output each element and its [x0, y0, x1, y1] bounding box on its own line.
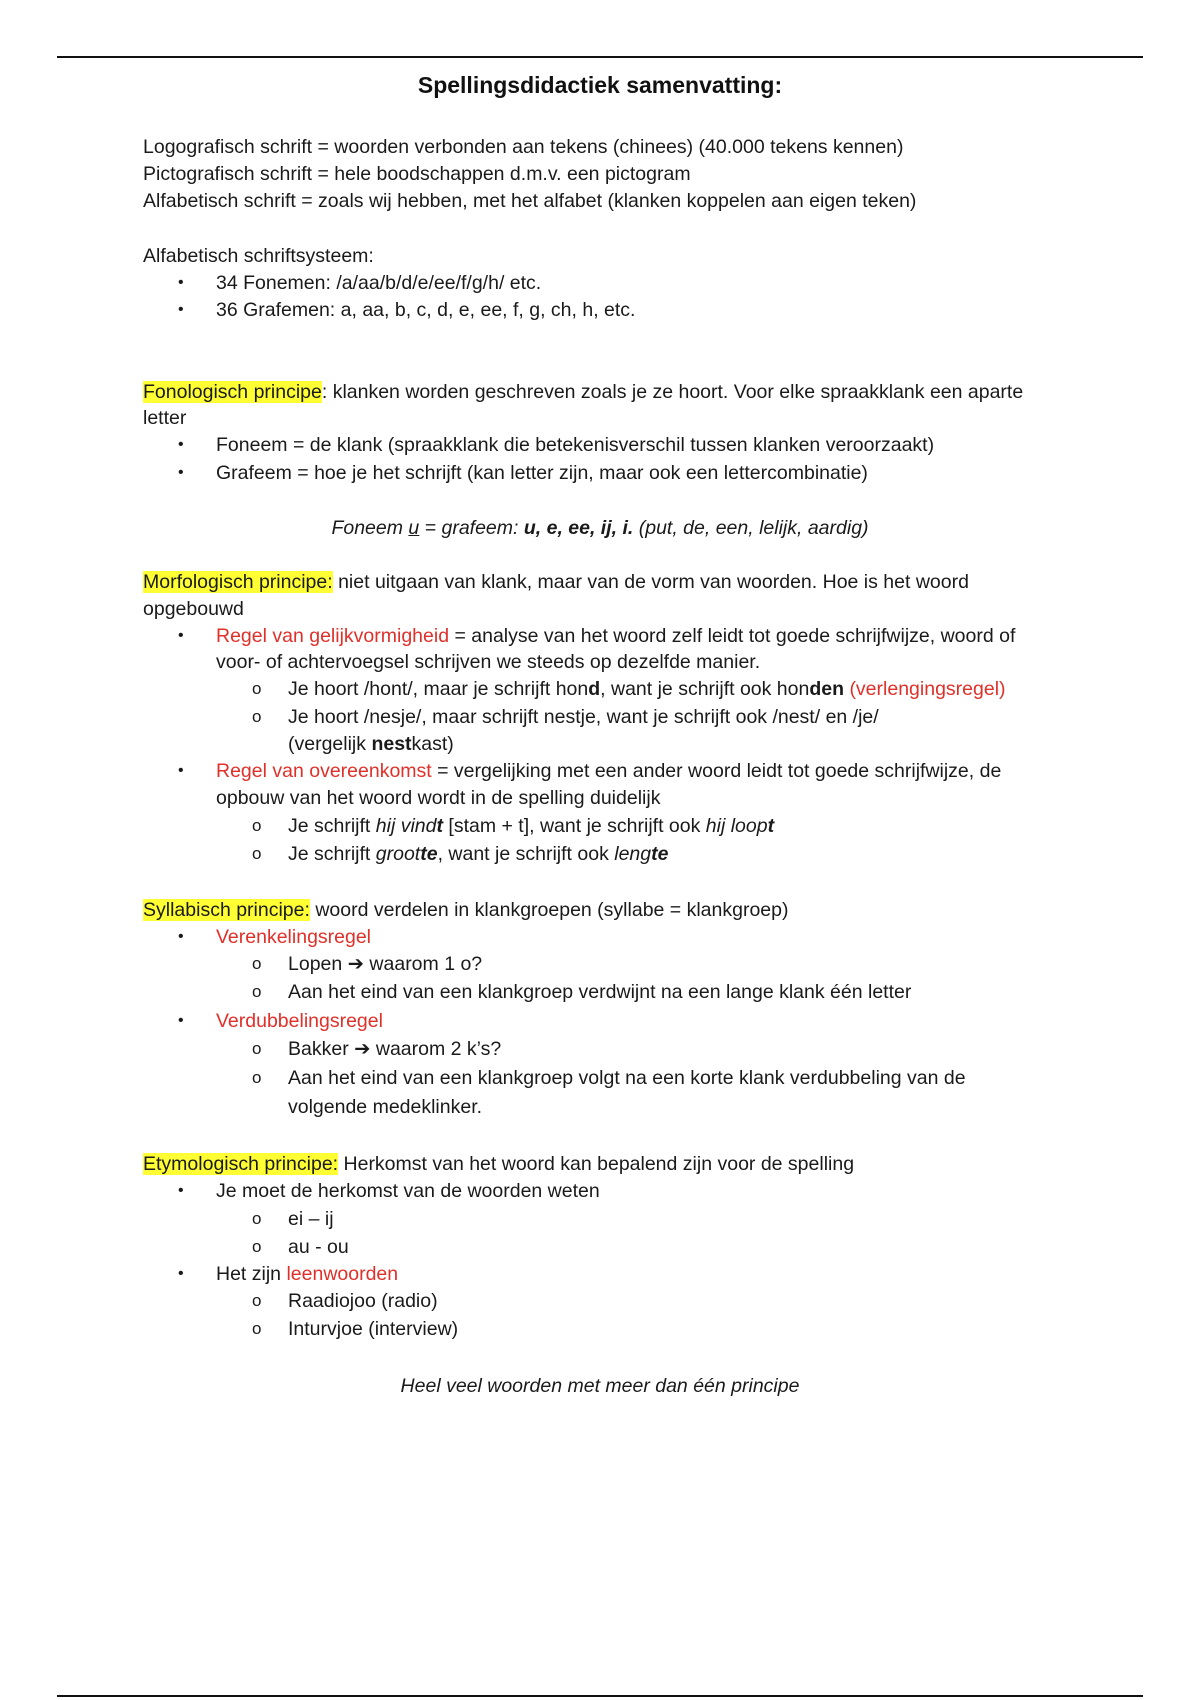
page-title: Spellingsdidactiek samenvatting:: [417, 72, 783, 98]
bullet-circle: o: [252, 707, 262, 726]
etymologisch-item: Je moet de herkomst van de woorden weten: [216, 1180, 600, 1202]
bullet-dot: •: [178, 928, 184, 945]
verdubbelingsregel: Verdubbelingsregel: [216, 1010, 383, 1032]
bullet-dot: •: [178, 762, 184, 779]
regel-gelijkvormigheid-line2: voor- of achtervoegsel schrijven we steeds op dezelfde manier.: [216, 651, 761, 673]
syllabisch-line: Syllabisch principe: woord verdelen in klankgroepen (syllabe = klankgroep): [143, 899, 789, 921]
bullet-circle: o: [252, 1319, 262, 1338]
arrow-right-icon: ➔: [347, 953, 364, 975]
morfologisch-label: Morfologisch principe:: [143, 571, 333, 593]
bullet-circle: o: [252, 1068, 262, 1087]
fonologisch-label: Fonologisch principe: [143, 381, 322, 403]
bullet-dot: •: [178, 627, 184, 644]
bullet-dot: •: [178, 464, 184, 481]
bullet-dot: •: [178, 1265, 184, 1282]
example-bakker-rule: Aan het eind van een klankgroep volgt na een korte klank verdubbeling van de: [288, 1067, 966, 1089]
foneem-example: Foneem u = grafeem: u, e, ee, ij, i. (put, de, een, lelijk, aardig): [331, 517, 869, 539]
bullet-circle: o: [252, 1237, 262, 1256]
fonologisch-line1: Fonologisch principe: klanken worden geschreven zoals je ze hoort. Voor elke spraakklank een aparte: [143, 381, 1024, 403]
example-grootte: Je schrijft grootte, want je schrijft ook lengte: [288, 843, 669, 865]
bullet-dot: •: [178, 1182, 184, 1199]
closing-note: Heel veel woorden met meer dan één principe: [400, 1375, 800, 1397]
example-hont: Je hoort /hont/, maar je schrijft hond, want je schrijft ook honden (verlengingsregel): [288, 678, 1006, 700]
verenkelingsregel: Verenkelingsregel: [216, 926, 372, 948]
bottom-rule: [57, 1695, 1143, 1697]
bullet-circle: o: [252, 844, 262, 863]
example-vindt: Je schrijft hij vindt [stam + t], want je schrijft ook hij loopt: [288, 815, 775, 837]
etymologisch-label: Etymologisch principe:: [143, 1153, 339, 1175]
fonologisch-item: Grafeem = hoe je het schrijft (kan letter zijn, maar ook een lettercombinatie): [216, 462, 868, 484]
bullet-dot: •: [178, 301, 184, 318]
example-nesje-line2: (vergelijk nestkast): [288, 733, 454, 755]
bullet-circle: o: [252, 1039, 262, 1058]
bullet-circle: o: [252, 1209, 262, 1228]
intro-logografisch: Logografisch schrift = woorden verbonden aan tekens (chinees) (40.000 tekens kennen): [143, 136, 904, 158]
bullet-circle: o: [252, 816, 262, 835]
bullet-circle: o: [252, 982, 262, 1001]
systeem-item: 34 Fonemen: /a/aa/b/d/e/ee/f/g/h/ etc.: [216, 272, 542, 294]
bullet-circle: o: [252, 954, 262, 973]
arrow-right-icon: ➔: [354, 1038, 371, 1060]
example-au-ou: au - ou: [288, 1236, 349, 1258]
bullet-circle: o: [252, 1291, 262, 1310]
example-radio: Raadiojoo (radio): [288, 1290, 438, 1312]
example-bakker: Bakker ➔ waarom 2 k’s?: [288, 1038, 502, 1060]
intro-pictografisch: Pictografisch schrift = hele boodschappen d.m.v. een pictogram: [143, 163, 691, 185]
morfologisch-line1: Morfologisch principe: niet uitgaan van klank, maar van de vorm van woorden. Hoe is het woord: [143, 571, 969, 593]
example-bakker-rule-line2: volgende medeklinker.: [288, 1096, 483, 1118]
etymologisch-leenwoorden: Het zijn leenwoorden: [216, 1263, 399, 1285]
morfologisch-line2: opgebouwd: [143, 598, 244, 620]
systeem-heading: Alfabetisch schriftsysteem:: [143, 245, 374, 267]
regel-gelijkvormigheid: Regel van gelijkvormigheid = analyse van het woord zelf leidt tot goede schrijfwijze, woord of: [216, 625, 1016, 647]
bullet-circle: o: [252, 679, 262, 698]
fonologisch-line2: letter: [143, 407, 187, 429]
example-lopen-rule: Aan het eind van een klankgroep verdwijnt na een lange klank één letter: [288, 981, 912, 1003]
bullet-dot: •: [178, 436, 184, 453]
regel-overeenkomst-line2: opbouw van het woord wordt in de spelling duidelijk: [216, 787, 661, 809]
example-interview: Inturvjoe (interview): [288, 1318, 459, 1340]
example-nesje: Je hoort /nesje/, maar schrijft nestje, want je schrijft ook /nest/ en /je/: [288, 706, 879, 728]
example-ei-ij: ei – ij: [288, 1208, 334, 1230]
bullet-dot: •: [178, 274, 184, 291]
top-rule: [57, 56, 1143, 58]
systeem-item: 36 Grafemen: a, aa, b, c, d, e, ee, f, g, ch, h, etc.: [216, 299, 636, 321]
example-lopen: Lopen ➔ waarom 1 o?: [288, 953, 483, 975]
intro-alfabetisch: Alfabetisch schrift = zoals wij hebben, met het alfabet (klanken koppelen aan eigen teken): [143, 190, 917, 212]
regel-overeenkomst: Regel van overeenkomst = vergelijking met een ander woord leidt tot goede schrijfwijze, de: [216, 760, 1002, 782]
fonologisch-item: Foneem = de klank (spraakklank die betekenisverschil tussen klanken veroorzaakt): [216, 434, 935, 456]
bullet-dot: •: [178, 1012, 184, 1029]
etymologisch-line: Etymologisch principe: Herkomst van het woord kan bepalend zijn voor de spelling: [143, 1153, 855, 1175]
syllabisch-label: Syllabisch principe:: [143, 899, 310, 921]
